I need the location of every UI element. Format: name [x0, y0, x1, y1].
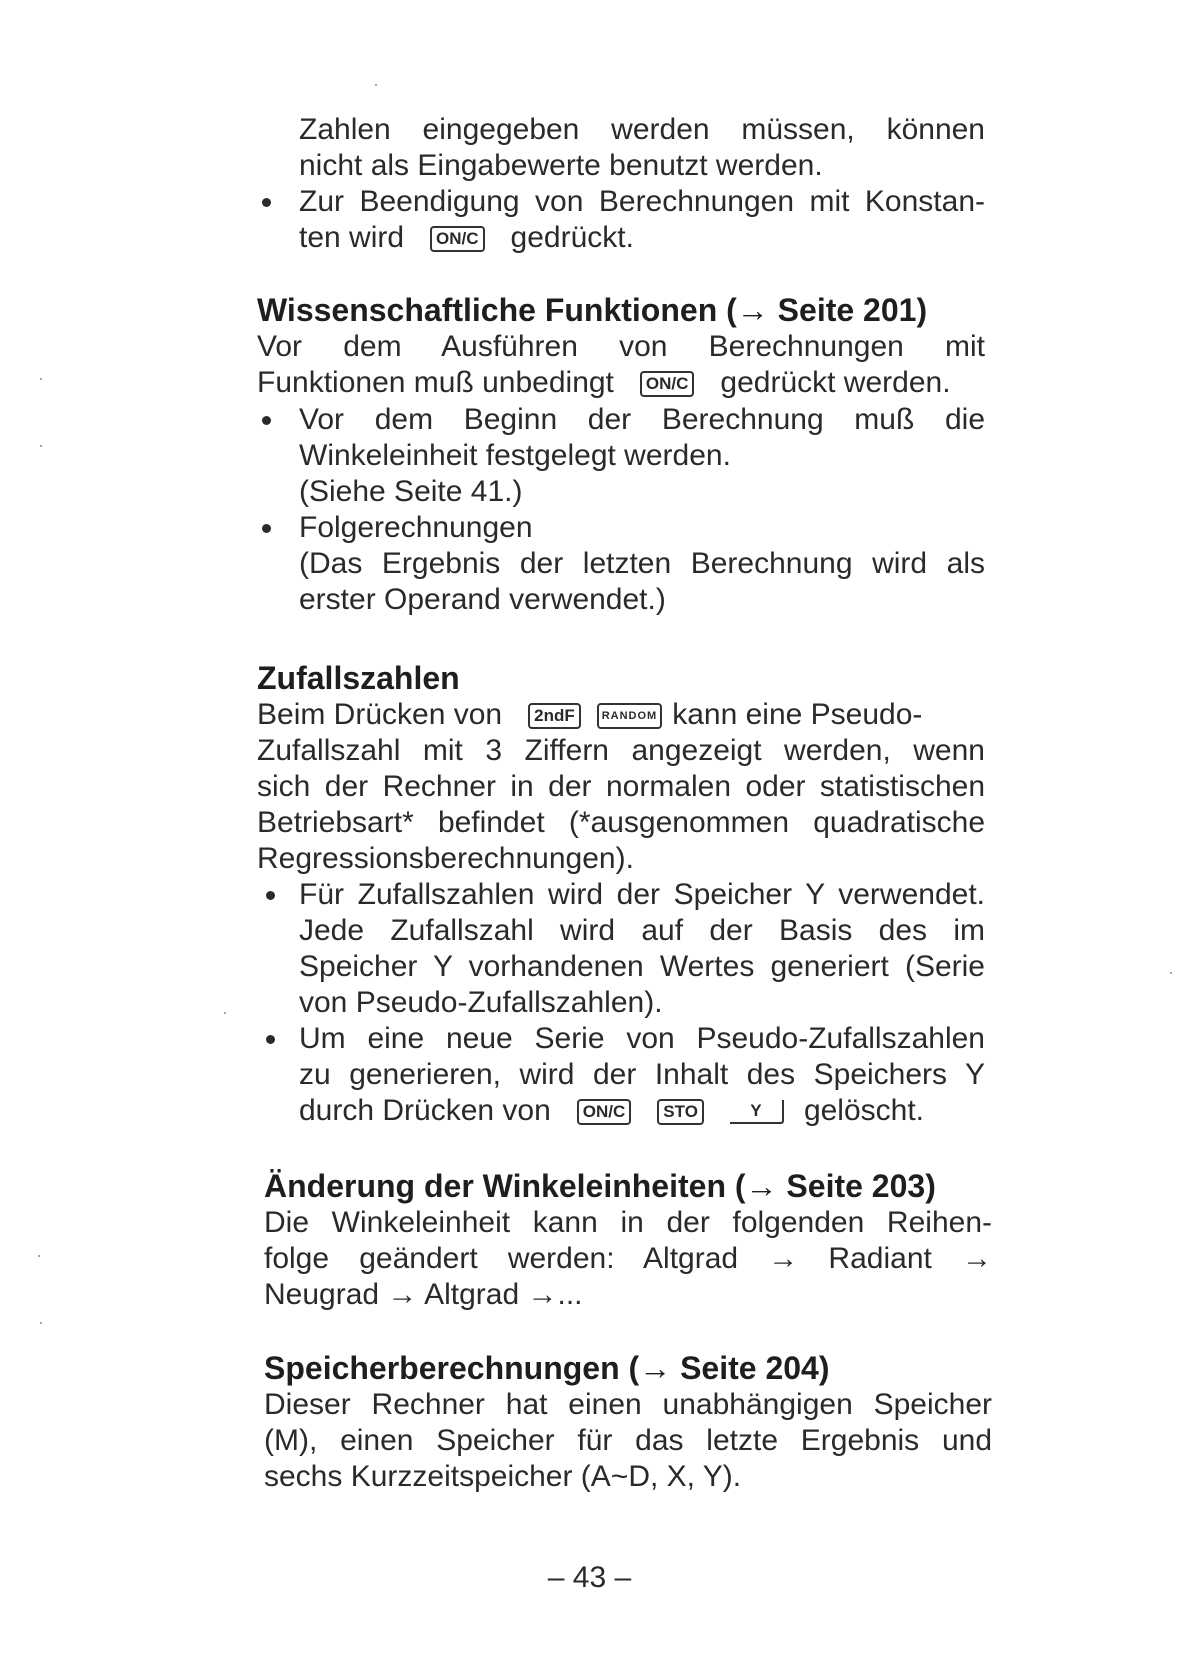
- bullet-dot: [262, 198, 271, 207]
- section-1-bullet-1-line-1: Vor dem Beginn der Berechnung muß die: [299, 403, 985, 436]
- scan-speck: [40, 1322, 42, 1324]
- bullet-dot: [266, 891, 275, 900]
- section-2-bullet-2-line-1: Um eine neue Serie von Pseudo-Zufallszahlen: [299, 1022, 985, 1055]
- intro-line-1: Zahlen eingegeben werden müssen, können: [299, 113, 985, 146]
- scan-speck: [38, 1255, 40, 1257]
- section-2-bullet-1-line-3: Speicher Y vorhandenen Wertes generiert (Serie: [299, 950, 985, 983]
- section-2-line-5: Regressionsberechnungen).: [257, 842, 634, 875]
- random-key-icon: RANDOM: [597, 703, 663, 729]
- section-3-heading: Änderung der Winkeleinheiten (→ Seite 203): [264, 1168, 936, 1204]
- section-2-bullet-2-line-3-text-a: durch Drücken von: [299, 1094, 551, 1127]
- section-1-bullet-1-line-3: (Siehe Seite 41.): [299, 475, 523, 508]
- section-2-line-3: sich der Rechner in der normalen oder statistischen: [257, 770, 985, 803]
- section-2-line-4: Betriebsart* befindet (*ausgenommen quadratische: [257, 806, 985, 839]
- section-2-bullet-1-line-2: Jede Zufallszahl wird auf der Basis des im: [299, 914, 985, 947]
- intro-bullet-1-line-2: [299, 220, 985, 256]
- bullet-dot: [262, 524, 271, 533]
- section-1-bullet-2-line-3: erster Operand verwendet.): [299, 583, 666, 616]
- section-2-bullet-2-line-3-text-b: gelöscht.: [803, 1094, 925, 1127]
- sto-key-icon: STO: [657, 1099, 704, 1125]
- bullet-dot: [266, 1035, 275, 1044]
- scan-speck: [375, 84, 377, 86]
- section-2-line-1-text-a: Beim Drücken von: [257, 698, 503, 731]
- section-2-line-1: [257, 697, 985, 733]
- second-function-key-icon: 2ndF: [528, 703, 581, 729]
- section-3-line-3: Neugrad → Altgrad →...: [264, 1278, 583, 1311]
- section-2-bullet-1-line-4: von Pseudo-Zufallszahlen).: [299, 986, 663, 1019]
- section-2-bullet-2-line-3: [299, 1093, 985, 1129]
- onc-key-icon: ON/C: [577, 1099, 632, 1125]
- intro-bullet-1-text-b: gedrückt.: [510, 221, 634, 254]
- scan-speck: [40, 378, 42, 380]
- section-3-line-2: folge geändert werden: Altgrad → Radiant →: [264, 1242, 992, 1275]
- section-2-bullet-1-line-1: Für Zufallszahlen wird der Speicher Y verwendet.: [299, 878, 985, 911]
- section-1-line-2-text-a: Funktionen muß unbedingt: [257, 366, 614, 399]
- section-4-heading: Speicherberechnungen (→ Seite 204): [264, 1350, 830, 1386]
- intro-bullet-1-text-a: ten wird: [299, 221, 405, 254]
- section-1-line-1: Vor dem Ausführen von Berechnungen mit: [257, 330, 985, 363]
- onc-key-icon: ON/C: [640, 371, 695, 397]
- section-4-line-1: Dieser Rechner hat einen unabhängigen Speicher: [264, 1388, 992, 1421]
- onc-key-icon: ON/C: [430, 226, 485, 252]
- scan-speck: [40, 445, 42, 447]
- scan-speck: [224, 1012, 226, 1014]
- section-1-bullet-1-line-2: Winkeleinheit festgelegt werden.: [299, 439, 731, 472]
- section-2-line-2: Zufallszahl mit 3 Ziffern angezeigt werden, wenn: [257, 734, 985, 767]
- section-2-line-1-text-b: kann eine Pseudo-: [672, 698, 923, 731]
- section-1-bullet-2-line-2: (Das Ergebnis der letzten Berechnung wird als: [299, 547, 985, 580]
- bullet-dot: [262, 416, 271, 425]
- section-4-line-3: sechs Kurzzeitspeicher (A~D, X, Y).: [264, 1460, 742, 1493]
- section-1-heading: Wissenschaftliche Funktionen (→ Seite 201): [257, 292, 928, 328]
- section-1-line-2-text-b: gedrückt werden.: [720, 366, 951, 399]
- intro-bullet-1-line-1: Zur Beendigung von Berechnungen mit Konstan-: [299, 185, 985, 218]
- page-number: – 43 –: [547, 1561, 632, 1594]
- scan-speck: [1170, 972, 1172, 974]
- intro-line-2: nicht als Eingabewerte benutzt werden.: [299, 149, 823, 182]
- section-2-heading: Zufallszahlen: [257, 660, 460, 696]
- section-2-bullet-2-line-2: zu generieren, wird der Inhalt des Speichers Y: [299, 1058, 985, 1091]
- section-1-bullet-2-line-1: Folgerechnungen: [299, 511, 533, 544]
- section-4-line-2: (M), einen Speicher für das letzte Ergebnis und: [264, 1424, 992, 1457]
- section-3-line-1: Die Winkeleinheit kann in der folgenden Reihen-: [264, 1206, 992, 1239]
- y-key-icon: Y: [730, 1100, 784, 1124]
- section-1-line-2: [257, 365, 985, 401]
